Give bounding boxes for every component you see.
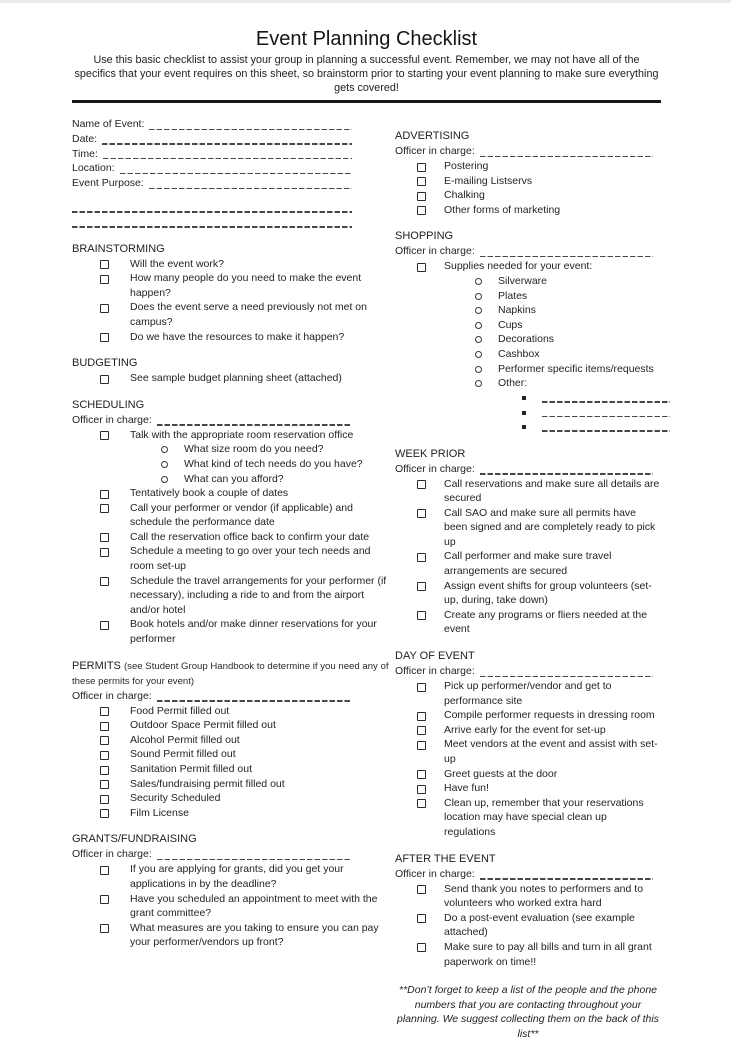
checkbox-icon[interactable] [100,707,109,716]
columns [72,117,661,1042]
item-text: Call your performer or vendor (if applicable) and schedule the performance date [130,501,353,529]
field-blank-line[interactable] [102,132,352,147]
other-blank-row [444,405,670,420]
item-text: What measures are you taking to ensure you can pay your performer/vendors up front? [130,921,379,949]
item-body [130,501,395,530]
sub-item-text: Silverware [498,274,548,287]
sub-item-text: Napkins [498,304,536,317]
item-body [444,579,661,608]
field-row-name-of-event [72,117,352,132]
field-label: Location: [72,162,115,175]
item-body [444,159,661,174]
item-body [444,188,661,203]
checkbox-icon[interactable] [100,924,109,933]
checklist-item [72,371,395,386]
officer-label: Officer in charge: [72,848,152,861]
other-blank-row [444,391,670,406]
checklist-item [395,203,661,218]
field-label: Event Purpose: [72,177,144,190]
item-body [444,506,661,550]
item-body [444,723,661,738]
sub-item-text: What size room do you need? [184,443,324,456]
item-text: E-mailing Listservs [444,174,533,187]
checklist-item [72,777,395,792]
checklist-item [395,767,661,782]
officer-in-charge-row [72,847,352,862]
checklist-item [395,911,661,940]
section-title-text: GRANTS/FUNDRAISING [72,833,197,846]
field-blank-line[interactable] [149,176,352,191]
checkbox-icon[interactable] [417,914,426,923]
field-row-location [72,161,352,176]
circle-bullet-icon[interactable] [475,322,482,329]
item-text: Do we have the resources to make it happen? [130,330,345,343]
item-text: Sanitation Permit filled out [130,763,252,776]
circle-bullet-icon[interactable] [475,366,482,373]
checklist-item [395,608,661,637]
checklist-item [395,723,661,738]
officer-blank-line[interactable] [480,462,653,477]
officer-blank-line[interactable] [480,867,653,882]
checkbox-icon[interactable] [100,375,109,384]
footer-note: **Don’t forget to keep a list of the people and the phone numbers that you are contacting throughout your planning. We suggest collecting them on the back of this list** [397,984,659,1040]
checkbox-icon[interactable] [100,795,109,804]
item-body [444,796,661,840]
right-column [395,117,661,1042]
officer-in-charge-row [395,144,653,159]
item-body [130,733,395,748]
item-text: Chalking [444,189,485,202]
officer-in-charge-row [72,413,352,428]
checklist-item [72,806,395,821]
item-body [130,921,395,950]
checklist-item [72,892,395,921]
checkbox-icon[interactable] [100,304,109,313]
checklist-item [395,477,661,506]
checklist-item [395,174,661,189]
item-body [130,747,395,762]
checkbox-icon[interactable] [417,712,426,721]
field-row-date [72,132,352,147]
section-week-prior [395,447,661,638]
item-text: Have fun! [444,782,489,795]
section-title [72,356,395,371]
officer-in-charge-row [395,244,653,259]
item-body [444,608,661,637]
sub-item-text: Performer specific items/requests [498,362,654,375]
sub-item [444,289,670,304]
section-title [72,832,395,847]
item-text: Supplies needed for your event: [444,260,593,273]
section-shopping [395,229,661,434]
item-body [130,806,395,821]
checkbox-icon[interactable] [417,263,426,272]
checklist-item [395,796,661,840]
field-label: Date: [72,132,98,145]
checklist-item [72,747,395,762]
checkbox-icon[interactable] [100,780,109,789]
section-title [395,447,661,462]
checkbox-icon[interactable] [417,553,426,562]
checklist-item [72,762,395,777]
checklist-item [72,544,395,573]
officer-blank-line[interactable] [480,244,653,259]
left-column [72,117,395,1042]
checklist-item [72,271,395,300]
item-text: Sound Permit filled out [130,748,236,761]
item-body [444,882,661,911]
section-budgeting [72,356,395,386]
officer-label: Officer in charge: [72,689,152,702]
item-text: Meet vendors at the event and assist with set-up [444,738,658,765]
checkbox-icon[interactable] [100,548,109,557]
item-body [130,371,395,386]
checklist-item [72,921,395,950]
sub-item-text: What can you afford? [184,472,284,485]
item-body [130,330,395,345]
circle-bullet-icon[interactable] [475,278,482,285]
field-label: Name of Event: [72,118,145,130]
checkbox-icon[interactable] [417,611,426,620]
officer-blank-line[interactable] [480,664,653,679]
sub-item [444,347,670,362]
item-body [130,777,395,792]
officer-in-charge-row [395,867,653,882]
checklist-item [395,737,661,766]
checkbox-icon[interactable] [100,275,109,284]
checklist-item [72,791,395,806]
checklist-item [395,259,661,434]
item-body [444,781,661,796]
checklist-item [72,704,395,719]
checklist-item [72,330,395,345]
item-body [130,892,395,921]
section-advertising [395,129,661,217]
item-body [444,767,661,782]
item-text: Do a post-event evaluation (see example attached) [444,911,635,939]
item-text: Does the event serve a need previously not met on campus? [130,301,367,328]
square-bullet-icon [522,411,526,415]
checklist-item [72,574,395,618]
circle-bullet-icon[interactable] [475,336,482,343]
sub-item-text: Cups [498,318,523,331]
checkbox-icon[interactable] [100,809,109,818]
item-text: Arrive early for the event for set-up [444,723,606,736]
section-scheduling [72,398,395,647]
section-title-text: BRAINSTORMING [72,242,165,255]
section-after-the-event [395,852,661,970]
item-body [444,708,661,723]
field-label: Time: [72,147,98,160]
item-body [444,477,661,506]
extra-blank-line[interactable] [72,200,352,215]
section-title-note: (see Student Group Handbook to determine if you need any of these permits for your event) [72,660,389,687]
circle-bullet-icon[interactable] [475,380,482,387]
item-text: Compile performer requests in dressing room [444,709,655,722]
square-bullet-icon [522,396,526,400]
item-text: See sample budget planning sheet (attached) [130,372,342,385]
item-text: Create any programs or fliers needed at the event [444,608,648,636]
checkbox-icon[interactable] [100,866,109,875]
checkbox-icon[interactable] [100,621,109,630]
item-text: Alcohol Permit filled out [130,733,240,746]
item-text: Pick up performer/vendor and get to performance site [444,680,612,707]
item-text: Security Scheduled [130,792,221,805]
section-brainstorming [72,242,395,345]
sub-item [444,362,670,377]
checklist-item [395,940,661,969]
section-title-text: WEEK PRIOR [395,447,466,460]
item-text: Postering [444,160,489,172]
item-body [444,174,661,189]
sub-item [130,442,395,457]
section-title-text: AFTER THE EVENT [395,852,496,865]
checklist-item [395,188,661,203]
checklist-item [395,708,661,723]
checklist-item [72,486,395,501]
section-title [72,242,395,257]
item-body [130,544,395,573]
officer-label: Officer in charge: [395,867,475,880]
item-body [130,762,395,777]
officer-label: Officer in charge: [72,413,152,426]
checkbox-icon[interactable] [417,177,426,186]
field-blank-line[interactable] [149,117,352,132]
section-title [395,229,661,244]
officer-blank-line[interactable] [157,689,352,704]
item-text: Film License [130,806,189,819]
checklist-item [72,428,395,486]
sub-item-text: What kind of tech needs do you have? [184,457,363,470]
checklist-item [395,579,661,608]
checklist-item [395,781,661,796]
checkbox-icon[interactable] [417,799,426,808]
section-day-of-event [395,649,661,840]
checkbox-icon[interactable] [417,192,426,201]
item-body [444,203,661,218]
item-text: Tentatively book a couple of dates [130,487,289,500]
item-text: Clean up, remember that your reservations location may have special clean up regulations [444,796,644,838]
checklist-item [395,506,661,550]
checkbox-icon[interactable] [100,533,109,542]
checkbox-icon[interactable] [417,480,426,489]
checkbox-icon[interactable] [100,766,109,775]
item-text: Schedule a meeting to go over your tech needs and room set-up [130,545,371,573]
checklist-item [395,679,661,708]
item-body [130,530,395,545]
officer-in-charge-row [72,689,352,704]
section-title-text: BUDGETING [72,357,138,370]
header-divider [72,100,661,103]
item-body [444,940,661,969]
checkbox-icon[interactable] [417,726,426,735]
checkbox-icon[interactable] [100,722,109,731]
item-body [130,574,395,618]
sub-item-text: Cashbox [498,347,540,360]
item-body [130,617,395,646]
item-body [444,259,670,434]
other-blank-row [444,420,670,435]
checkbox-icon[interactable] [417,943,426,952]
item-text: How many people do you need to make the event happen? [130,272,362,299]
checklist-item [72,862,395,891]
checkbox-icon[interactable] [417,582,426,591]
officer-blank-line[interactable] [157,847,352,862]
item-text: Send thank you notes to performers and to volunteers who worked extra hard [444,882,644,910]
sub-item-text: Decorations [498,333,555,346]
checkbox-icon[interactable] [417,741,426,750]
checklist-item [72,718,395,733]
circle-bullet-icon[interactable] [475,351,482,358]
page-title: Event Planning Checklist [255,28,478,50]
sub-item [130,472,395,487]
square-bullet-icon [522,425,526,429]
circle-bullet-icon[interactable] [475,307,482,314]
section-title [395,129,661,144]
sub-item [444,274,670,289]
item-text: Assign event shifts for group volunteers (set-up, during, take down) [444,579,652,607]
section-title-text: SCHEDULING [72,398,145,411]
item-body [130,704,395,719]
page-subtitle: Use this basic checklist to assist your group in planning a successful event. Remember, we may not have all of the specifics that your event requires on this sheet, so brainstorm prior to starting your event planning to make sure everything gets covered! [74,54,659,94]
item-text: Greet guests at the door [444,767,558,780]
circle-bullet-icon[interactable] [161,461,168,468]
item-text: Sales/fundraising permit filled out [130,777,285,790]
item-text: Call reservations and make sure all details are secured [444,477,660,505]
section-title [72,659,395,689]
officer-in-charge-row [395,664,653,679]
checklist-item [72,257,395,272]
sub-item [444,376,670,391]
checkbox-icon[interactable] [100,490,109,499]
item-body [130,271,395,300]
sub-item [444,332,670,347]
checkbox-icon[interactable] [417,206,426,215]
extra-blank-line[interactable] [72,215,352,230]
item-body [444,737,661,766]
checkbox-icon[interactable] [100,431,109,440]
checklist-item [395,882,661,911]
checkbox-icon[interactable] [417,163,426,172]
circle-bullet-icon[interactable] [161,446,168,453]
section-title [72,398,395,413]
field-blank-line[interactable] [120,161,352,176]
item-text: Make sure to pay all bills and turn in all grant paperwork on time!! [444,940,652,968]
checklist-item [72,501,395,530]
event-fields [72,117,395,230]
scan-edge [0,0,731,3]
item-body [444,549,661,578]
section-title [395,852,661,867]
section-title-text: ADVERTISING [395,130,470,142]
item-text: Food Permit filled out [130,704,230,717]
section-title [395,649,661,664]
item-body [444,679,661,708]
section-title-text: PERMITS [72,659,121,672]
circle-bullet-icon[interactable] [161,476,168,483]
item-text: Book hotels and/or make dinner reservations for your performer [130,618,377,646]
item-body [130,791,395,806]
officer-blank-line[interactable] [480,144,653,159]
item-text: Talk with the appropriate room reservation office [130,428,354,441]
section-title-text: SHOPPING [395,230,454,243]
item-body [130,257,395,272]
item-body [130,718,395,733]
item-text: Other forms of marketing [444,203,561,216]
item-body [130,862,395,891]
section-grants-fundraising [72,832,395,950]
sub-item [444,303,670,318]
checkbox-icon[interactable] [100,504,109,513]
item-body [130,486,395,501]
sub-item-text: Other: [498,377,528,390]
other-blank-line[interactable] [542,421,670,434]
sub-item [130,457,395,472]
item-body [130,300,395,329]
other-blank-line[interactable] [542,406,670,419]
officer-label: Officer in charge: [395,245,475,258]
checklist-item [72,300,395,329]
checklist-item [395,159,661,174]
checkbox-icon[interactable] [100,333,109,342]
item-text: Call the reservation office back to confirm your date [130,530,370,543]
field-blank-line[interactable] [103,147,352,162]
item-text: Schedule the travel arrangements for your performer (if necessary), including a ride to and from the airport and/or hotel [130,574,387,616]
item-text: Outdoor Space Permit filled out [130,719,276,732]
checklist-item [395,549,661,578]
other-blank-line[interactable] [542,392,670,405]
checklist-item [72,530,395,545]
checkbox-icon[interactable] [100,895,109,904]
officer-label: Officer in charge: [395,665,475,678]
field-row-event-purpose [72,176,352,191]
item-text: If you are applying for grants, did you get your applications in by the deadline? [130,863,344,890]
section-title-text: DAY OF EVENT [395,650,475,663]
sub-item [444,318,670,333]
circle-bullet-icon[interactable] [475,293,482,300]
checkbox-icon[interactable] [417,770,426,779]
sub-item-text: Plates [498,289,528,302]
checkbox-icon[interactable] [100,260,109,269]
officer-label: Officer in charge: [395,462,475,475]
item-body [130,428,395,486]
officer-in-charge-row [395,462,653,477]
checklist-item [72,733,395,748]
checkbox-icon[interactable] [417,785,426,794]
field-row-time [72,147,352,162]
checkbox-icon[interactable] [417,683,426,692]
checkbox-icon[interactable] [100,577,109,586]
item-text: Call performer and make sure travel arrangements are secured [444,550,612,578]
checkbox-icon[interactable] [100,736,109,745]
checkbox-icon[interactable] [100,751,109,760]
checkbox-icon[interactable] [417,885,426,894]
officer-label: Officer in charge: [395,145,475,157]
item-text: Call SAO and make sure all permits have been signed and are completely ready to pick up [444,506,656,548]
checkbox-icon[interactable] [417,509,426,518]
item-text: Have you scheduled an appointment to meet with the grant committee? [130,892,378,920]
section-permits [72,659,395,821]
officer-blank-line[interactable] [157,413,352,428]
checklist-item [72,617,395,646]
item-text: Will the event work? [130,257,224,270]
item-body [444,911,661,940]
